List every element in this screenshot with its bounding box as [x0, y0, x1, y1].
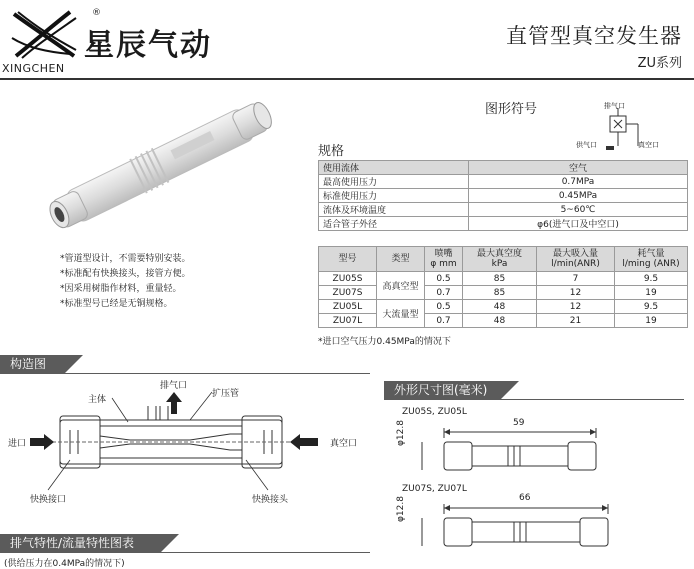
vacuum-cell: 85 [463, 286, 537, 300]
dimensions-heading-tip [500, 381, 519, 400]
spec-key: 标准使用压力 [319, 189, 469, 203]
air-cell: 9.5 [615, 272, 688, 286]
nozzle-cell: 0.7 [425, 286, 463, 300]
dimension-length-a: 59 [513, 418, 525, 428]
label-main-body: 主体 [88, 395, 107, 405]
dimension-length-b: 66 [519, 493, 531, 503]
spec-row [319, 161, 688, 175]
spec-key: 流体及环境温度 [319, 203, 469, 217]
label-quick-joint: 快换接口 [30, 495, 67, 505]
dimension-dia-a: φ12.8 [396, 420, 406, 446]
suction-cell: 12 [537, 286, 615, 300]
col-vacuum: 最大真空度 kPa [463, 247, 537, 272]
brand-name-cn: 星辰气动 [84, 28, 212, 63]
structure-heading-line [0, 373, 370, 374]
spec-value: 5~60℃ [469, 203, 688, 217]
type-cell: 大流量型 [377, 300, 425, 328]
label-inlet: 进口 [8, 439, 27, 449]
symbol-heading: 图形符号 [485, 102, 538, 117]
spec-heading: 规格 [318, 144, 345, 159]
flow-note: (供给压力在0.4MPa的情况下) [4, 559, 125, 569]
model-table-header [319, 247, 688, 272]
model-cell: ZU07L [319, 314, 377, 328]
structure-heading: 构造图 [0, 355, 64, 374]
series-label: ZU系列 [637, 56, 682, 71]
dimension-model-a: ZU05S, ZU05L [402, 407, 467, 417]
table-row [319, 300, 688, 314]
list-item: *管道型设计，不需要特别安装。 [60, 254, 191, 264]
table-row [319, 272, 688, 286]
flow-heading-tip [160, 534, 179, 553]
label-diffuser: 扩压管 [212, 389, 240, 399]
dimension-dia-b: φ12.8 [396, 496, 406, 522]
spec-row [319, 189, 688, 203]
registered-mark: ® [92, 8, 101, 18]
dimension-drawing-b [396, 500, 616, 552]
structure-leader-lines [0, 380, 370, 510]
nozzle-cell: 0.7 [425, 314, 463, 328]
label-exhaust: 排气口 [160, 381, 188, 391]
symbol-supply-label: 供气口 [576, 141, 597, 149]
table-row [319, 286, 688, 300]
symbol-exhaust-label: 排气口 [604, 102, 625, 110]
feature-list [60, 252, 191, 312]
list-item: *因采用树脂作材料，重量轻。 [60, 284, 182, 294]
vacuum-cell: 85 [463, 272, 537, 286]
dimension-model-b: ZU07S, ZU07L [402, 484, 467, 494]
nozzle-cell: 0.5 [425, 272, 463, 286]
header-divider [0, 78, 694, 80]
model-table [318, 246, 688, 328]
air-cell: 19 [615, 314, 688, 328]
dimensions-heading-line [384, 399, 684, 400]
spec-key: 最高使用压力 [319, 175, 469, 189]
list-item: *标准配有快换接头，接管方便。 [60, 269, 191, 279]
structure-heading-tip [64, 355, 83, 374]
vacuum-cell: 48 [463, 314, 537, 328]
label-vacuum-port: 真空口 [330, 439, 358, 449]
brand-logo-mark [8, 8, 80, 60]
label-quick-fitting: 快换接头 [252, 495, 289, 505]
symbol-vacuum-label: 真空口 [638, 141, 659, 149]
air-cell: 19 [615, 286, 688, 300]
model-table-footnote: *进口空气压力0.45MPa的情况下 [318, 337, 451, 347]
suction-cell: 7 [537, 272, 615, 286]
brand-name-en: XINGCHEN [2, 62, 65, 75]
air-cell: 9.5 [615, 300, 688, 314]
dimensions-heading: 外形尺寸图(毫米) [384, 381, 500, 400]
col-air: 耗气量 l/ming (ANR) [615, 247, 688, 272]
spec-table [318, 160, 688, 231]
type-cell: 高真空型 [377, 272, 425, 300]
spec-row [319, 203, 688, 217]
table-row [319, 314, 688, 328]
spec-key: 适合管子外径 [319, 217, 469, 231]
model-cell: ZU05L [319, 300, 377, 314]
col-type: 类型 [377, 247, 425, 272]
list-item: *标准型号已经是无铜规格。 [60, 299, 173, 309]
col-model: 型号 [319, 247, 377, 272]
flow-heading-line [0, 552, 370, 553]
page-title: 直管型真空发生器 [506, 24, 682, 48]
vacuum-cell: 48 [463, 300, 537, 314]
nozzle-cell: 0.5 [425, 300, 463, 314]
spec-value: 0.45MPa [469, 189, 688, 203]
flow-heading: 排气特性/流量特性图表 [0, 534, 160, 553]
spec-key: 使用流体 [319, 161, 469, 175]
product-photo [36, 100, 286, 230]
spec-row [319, 217, 688, 231]
col-nozzle: 喷嘴 φ mm [425, 247, 463, 272]
spec-value: 0.7MPa [469, 175, 688, 189]
model-cell: ZU07S [319, 286, 377, 300]
col-suction: 最大吸入量 l/min(ANR) [537, 247, 615, 272]
suction-cell: 21 [537, 314, 615, 328]
model-cell: ZU05S [319, 272, 377, 286]
spec-value: 空气 [469, 161, 688, 175]
spec-row [319, 175, 688, 189]
dimension-drawing-a [396, 424, 606, 476]
suction-cell: 12 [537, 300, 615, 314]
spec-value: φ6(进气口及中空口) [469, 217, 688, 231]
